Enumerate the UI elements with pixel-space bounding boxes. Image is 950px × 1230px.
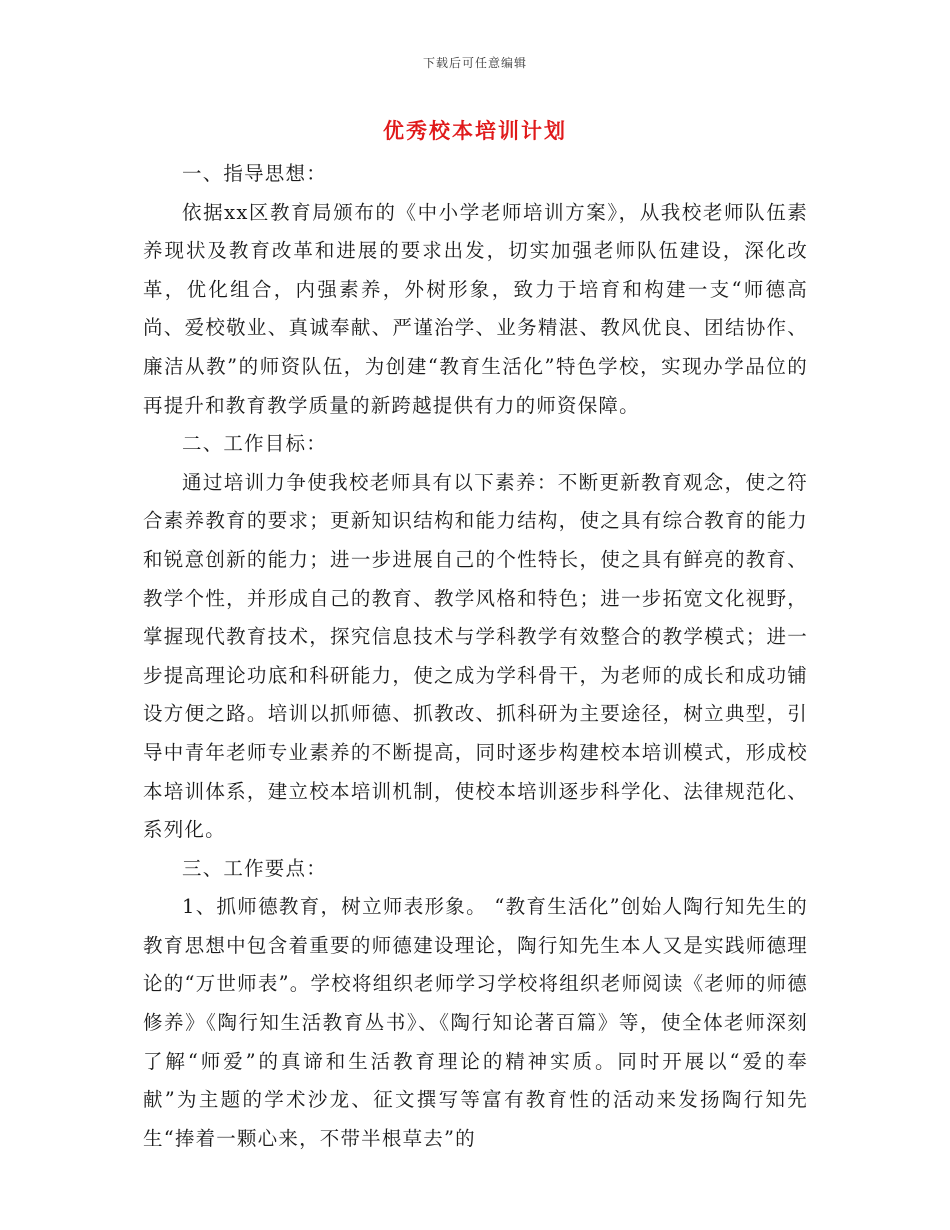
document-title: 优秀校本培训计划: [383, 118, 567, 143]
section-heading-work-points: 三、工作要点：: [182, 856, 327, 880]
document-body: [143, 155, 808, 1158]
paragraph-guiding-ideology: 依据xx区教育局颁布的《中小学老师培训方案》，从我校老师队伍素养现状及教育改革和进展的要求出发，切实加强老师队伍建设，深化改革，优化组合，内强素养，外树形象，致力于培育和构建一支“师德高尚、爱校敬业、真诚奉献、严谨治学、业务精湛、教风优良、团结协作、廉洁从教”的师资队伍，为创建“教育生活化”特色学校，实现办学品位的再提升和教育教学质量的新跨越提供有力的师资保障。: [143, 200, 808, 417]
section-heading-work-goals: 二、工作目标：: [182, 432, 327, 456]
page-header-note: 下载后可任意编辑: [422, 56, 527, 70]
section-heading-guiding-ideology: 一、指导思想：: [182, 162, 327, 185]
paragraph-work-goals: 通过培训力争使我校老师具有以下素养：不断更新教育观念，使之符合素养教育的要求；更新知识结构和能力结构，使之具有综合教育的能力和锐意创新的能力；进一步进展自己的个性特长，使之具有鲜亮的教育、教学个性，并形成自己的教育、教学风格和特色；进一步拓宽文化视野，掌握现代教育技术，探究信息技术与学科教学有效整合的教学模式；进一步提高理论功底和科研能力，使之成为学科骨干，为老师的成长和成功铺设方便之路。培训以抓师德、抓教改、抓科研为主要途径，树立典型，引导中青年老师专业素养的不断提高，同时逐步构建校本培训模式，形成校本培训体系，建立校本培训机制，使校本培训逐步科学化、法律规范化、系列化。: [143, 470, 808, 842]
paragraph-work-point-1: 1、抓师德教育，树立师表形象。 “教育生活化”创始人陶行知先生的教育思想中包含着重要的师德建设理论，陶行知先生本人又是实践师德理论的“万世师表”。学校将组织老师学习学校将组织老师阅读《老师的师德修养》《陶行知生活教育丛书》、《陶行知论著百篇》等，使全体老师深刻了解“师爱”的真谛和生活教育理论的精神实质。同时开展以“爱的奉献”为主题的学术沙龙、征文撰写等富有教育性的活动来发扬陶行知先生“捧着一颗心来，不带半根草去”的: [143, 895, 808, 1150]
